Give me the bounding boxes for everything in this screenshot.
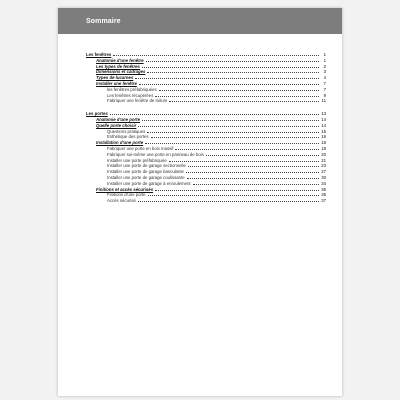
toc-entry-label: Finitions d'une porte — [107, 192, 146, 198]
dot-leader — [146, 61, 319, 62]
toc-entry-page-number: 4 — [323, 75, 326, 81]
dot-leader — [188, 166, 319, 167]
toc-entry-page-number: 27 — [321, 169, 326, 175]
dot-leader — [155, 190, 319, 191]
toc-entry-page-number: 11 — [321, 98, 326, 104]
toc-entry-label: Types de lucarnes — [96, 75, 134, 81]
page-header — [58, 8, 342, 34]
toc-entry-label: Quelle porte choisir — [96, 122, 137, 128]
toc-entry-page-number: 15 — [321, 128, 326, 134]
toc-entry-label: Installer une fenêtre — [96, 80, 137, 86]
dot-leader — [113, 55, 319, 56]
toc-entry-label: Installer une porte préfabriquée — [107, 157, 167, 163]
dot-leader — [147, 72, 319, 73]
toc-entry-page-number: 34 — [321, 180, 326, 186]
toc-entry-page-number: 13 — [321, 111, 326, 117]
dot-leader — [155, 96, 319, 97]
toc-entry-label: Installation d'une porte — [96, 140, 144, 146]
toc-entry-label: Fabriquer une porte en bois massif — [107, 145, 174, 151]
dot-leader — [138, 126, 319, 127]
dot-leader — [148, 195, 319, 196]
toc-entry-page-number: 18 — [321, 140, 326, 146]
toc-entry-label: Anatomie d'une porte — [96, 116, 140, 122]
toc-entry-page-number: 16 — [321, 134, 326, 140]
toc-entry-page-number: 7 — [323, 86, 326, 92]
toc-section — [86, 52, 326, 104]
dot-leader — [135, 78, 319, 79]
toc-entry-page-number: 20 — [321, 151, 326, 157]
dot-leader — [147, 132, 319, 133]
toc-entry-page-number: 18 — [321, 145, 326, 151]
toc-entry-label: Accès sécurisé — [107, 198, 136, 204]
toc-entry-page-number: 36 — [321, 192, 326, 198]
toc-entry-page-number: 30 — [321, 174, 326, 180]
toc-entry-label: Les fenêtres — [86, 52, 112, 57]
toc-entry-label: Dimensions et cadrages — [96, 69, 146, 75]
toc-entry-page-number: 14 — [321, 122, 326, 128]
toc-entry[interactable] — [86, 98, 326, 104]
toc-entry-page-number: 2 — [323, 63, 326, 69]
toc-entry-page-number: 1 — [323, 52, 326, 57]
toc-entry-label: Questions pratiques — [107, 128, 146, 134]
toc-entry-page-number: 21 — [321, 157, 326, 163]
document-page — [58, 8, 342, 396]
toc-entry-label: Installer une porte de garage sectionnelle — [107, 163, 186, 169]
dot-leader — [186, 172, 319, 173]
toc-entry-page-number: 37 — [321, 198, 326, 204]
table-of-contents — [86, 52, 326, 211]
dot-leader — [142, 67, 319, 68]
dot-leader — [159, 90, 319, 91]
toc-entry-label: Esthétique des portes — [107, 134, 149, 140]
toc-entry-label: Finitions et accès sécurisés — [96, 186, 154, 192]
dot-leader — [142, 120, 319, 121]
page-title: Sommaire — [86, 17, 121, 25]
toc-entry-label: Fabriquer soi-même une porte en panneau de bois — [107, 151, 204, 157]
toc-entry-page-number: 9 — [323, 92, 326, 98]
toc-entry-label: Fabriquer une fenêtre de toiture — [107, 98, 168, 104]
dot-leader — [138, 201, 319, 202]
toc-entry-label: Les fenêtres récupérées — [107, 92, 154, 98]
dot-leader — [110, 114, 319, 115]
dot-leader — [145, 143, 319, 144]
toc-entry-page-number: 36 — [321, 186, 326, 192]
toc-entry-label: les fenêtres préfabriquées — [107, 86, 157, 92]
toc-entry-page-number: 23 — [321, 163, 326, 169]
toc-entry-label: Installer une porte de garage coulissante — [107, 174, 185, 180]
toc-entry-label: Les types de fenêtres — [96, 63, 140, 69]
toc-section — [86, 111, 326, 204]
toc-entry-label: Les portes — [86, 111, 108, 117]
toc-entry-label: Installer une porte de garage basculante — [107, 169, 184, 175]
toc-entry-page-number: 3 — [323, 69, 326, 75]
toc-entry[interactable] — [86, 198, 326, 204]
toc-entry-page-number: 14 — [321, 116, 326, 122]
toc-entry-label: Installer une porte de garage à enroulement — [107, 180, 191, 186]
toc-entry-page-number: 1 — [323, 57, 326, 63]
dot-leader — [169, 161, 319, 162]
toc-entry-label: Anatomie d'une fenêtre — [96, 57, 144, 63]
dot-leader — [169, 101, 319, 102]
dot-leader — [206, 155, 319, 156]
dot-leader — [193, 184, 319, 185]
toc-entry-page-number: 7 — [323, 80, 326, 86]
dot-leader — [151, 137, 319, 138]
dot-leader — [187, 178, 319, 179]
dot-leader — [139, 84, 319, 85]
dot-leader — [175, 149, 319, 150]
